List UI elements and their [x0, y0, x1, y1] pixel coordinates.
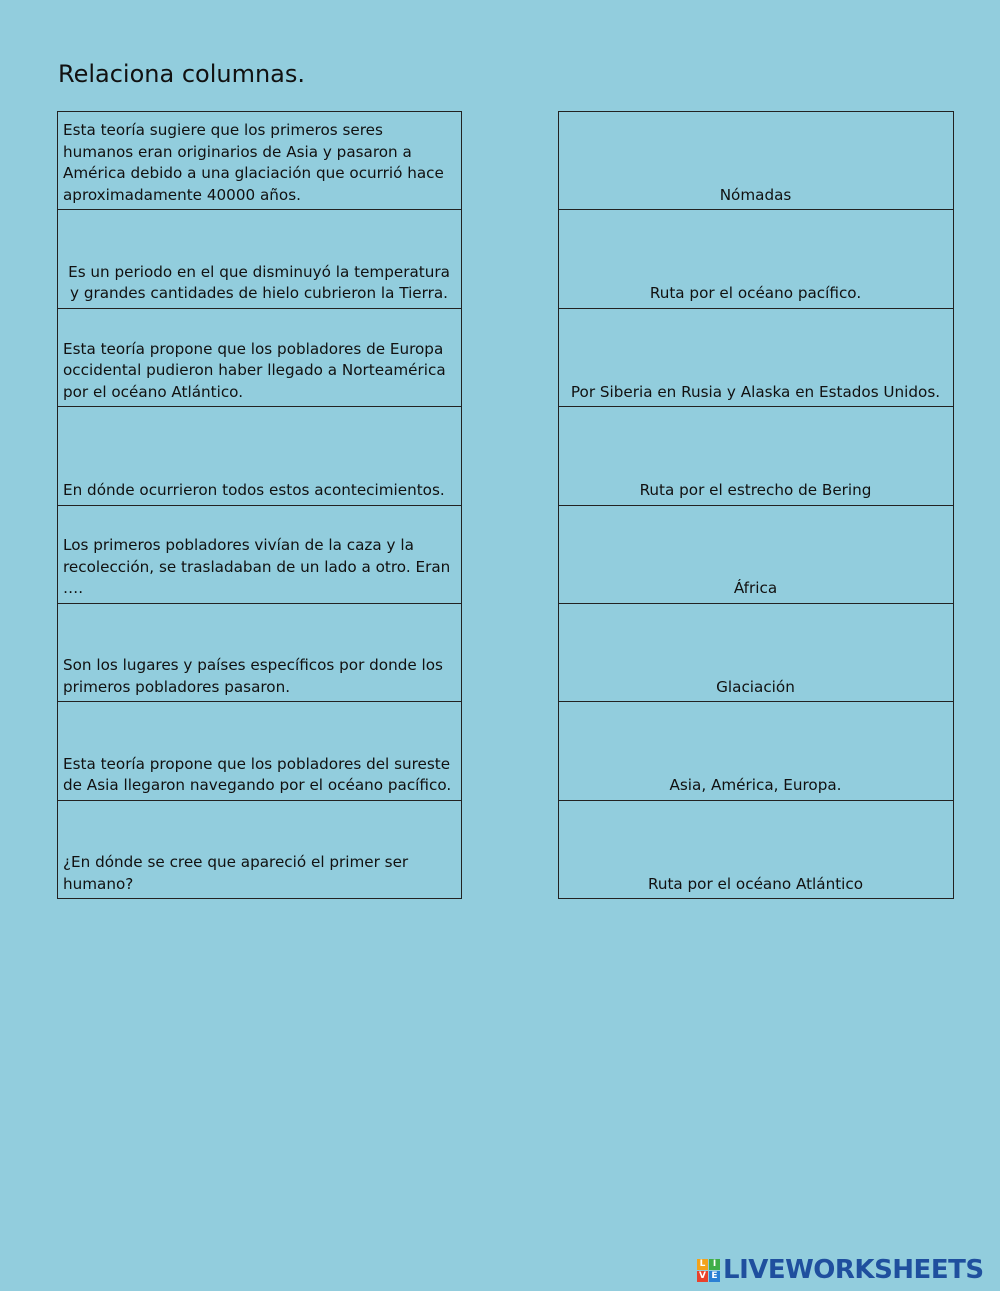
logo-mark-letter: V — [697, 1271, 708, 1282]
left-item-text: Esta teoría propone que los pobladores del sureste de Asia llegaron navegando por el océano pacífico. — [63, 754, 452, 795]
logo-mark-letter: L — [697, 1259, 708, 1270]
right-item-text: Por Siberia en Rusia y Alaska en Estados Unidos. — [570, 382, 941, 401]
left-item-text: Esta teoría propone que los pobladores de Europa occidental pudieron haber llegado a Norteamérica por el océano Atlántico. — [63, 339, 446, 401]
right-item-4[interactable] — [558, 407, 954, 505]
right-item-text: Ruta por el océano Atlántico — [647, 874, 864, 893]
page-title: Relaciona columnas. — [58, 60, 306, 88]
right-item-text: Glaciación — [716, 677, 795, 696]
right-item-6[interactable] — [558, 604, 954, 702]
left-item-text: En dónde ocurrieron todos estos acontecimientos. — [63, 481, 445, 500]
logo-mark-letter: E — [709, 1271, 720, 1282]
left-item-6[interactable] — [57, 604, 462, 702]
left-item-2[interactable] — [57, 210, 462, 308]
logo-mark-letter: I — [709, 1259, 720, 1270]
left-item-8[interactable] — [57, 801, 462, 899]
left-item-7[interactable] — [57, 702, 462, 800]
right-item-8[interactable] — [558, 801, 954, 899]
right-item-text: Ruta por el estrecho de Bering — [639, 481, 872, 500]
right-item-text: África — [733, 579, 778, 598]
left-item-text: Es un periodo en el que disminuyó la temperatura y grandes cantidades de hielo cubrieron la Tierra. — [68, 262, 450, 303]
left-item-text: Los primeros pobladores vivían de la caza y la recolección, se trasladaban de un lado a otro. Eran …. — [63, 536, 451, 598]
left-item-3[interactable] — [57, 309, 462, 407]
left-item-text: Son los lugares y países específicos por donde los primeros pobladores pasaron. — [63, 656, 443, 696]
logo-mark-icon — [697, 1259, 720, 1282]
right-item-5[interactable] — [558, 506, 954, 604]
right-item-1[interactable] — [558, 112, 954, 210]
right-column — [558, 111, 954, 899]
liveworksheets-logo — [697, 1255, 984, 1285]
right-item-text: Asia, América, Europa. — [669, 776, 842, 795]
left-item-text: Esta teoría sugiere que los primeros seres humanos eran originarios de Asia y pasaron a América debido a una glaciación que ocurrió hace aproximadamente 40000 años. — [63, 121, 444, 204]
logo-text: LIVEWORKSHEETS — [723, 1255, 984, 1285]
left-item-1[interactable] — [57, 112, 462, 210]
right-item-2[interactable] — [558, 210, 954, 308]
right-item-7[interactable] — [558, 702, 954, 800]
left-item-5[interactable] — [57, 506, 462, 604]
left-item-4[interactable] — [57, 407, 462, 505]
right-item-3[interactable] — [558, 309, 954, 407]
left-column — [57, 111, 462, 899]
right-item-text: Nómadas — [719, 185, 792, 204]
left-item-text: ¿En dónde se cree que apareció el primer ser humano? — [63, 853, 409, 893]
right-item-text: Ruta por el océano pacífico. — [649, 284, 862, 303]
